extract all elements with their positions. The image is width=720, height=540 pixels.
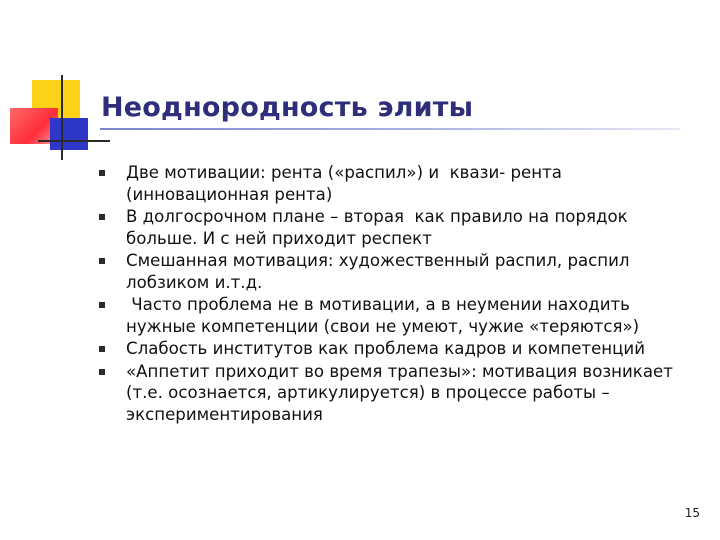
bullet-square-icon — [99, 346, 105, 352]
bullet-square-icon — [99, 170, 105, 176]
logo-horizontal-line — [38, 140, 110, 142]
bullet-item — [96, 294, 696, 337]
bullet-text: Смешанная мотивация: художественный распил, распил лобзиком и.т.д. — [126, 251, 635, 292]
bullet-square-icon — [99, 258, 105, 264]
bullet-text: Часто проблема не в мотивации, а в неумении находить нужные компетенции (свои не умеют, чужие «теряются») — [126, 295, 640, 336]
bullet-text: Две мотивации: рента («распил») и квази- рента (инновационная рента) — [126, 163, 568, 204]
bullet-item — [96, 250, 696, 293]
slide-title: Неоднородность элиты — [101, 92, 474, 123]
bullet-square-icon — [99, 302, 105, 308]
bullet-square-icon — [99, 214, 105, 220]
bullet-list — [96, 162, 696, 426]
decorative-logo — [0, 0, 120, 170]
logo-vertical-line — [61, 75, 63, 160]
page-number: 15 — [684, 506, 700, 520]
bullet-text: Слабость институтов как проблема кадров и компетенций — [126, 339, 645, 358]
bullet-item — [96, 162, 696, 205]
bullet-item — [96, 361, 696, 426]
bullet-text: В долгосрочном плане – вторая как правило на порядок больше. И с ней приходит респект — [126, 207, 633, 248]
bullet-square-icon — [99, 369, 105, 375]
logo-blue-square — [50, 118, 88, 150]
title-underline — [100, 128, 680, 130]
bullet-text: «Аппетит приходит во время трапезы»: мотивация возникает (т.е. осознается, артикулируется) в процессе работы – экспериментирования — [126, 361, 679, 424]
bullet-item — [96, 206, 696, 249]
bullet-item — [96, 338, 696, 360]
